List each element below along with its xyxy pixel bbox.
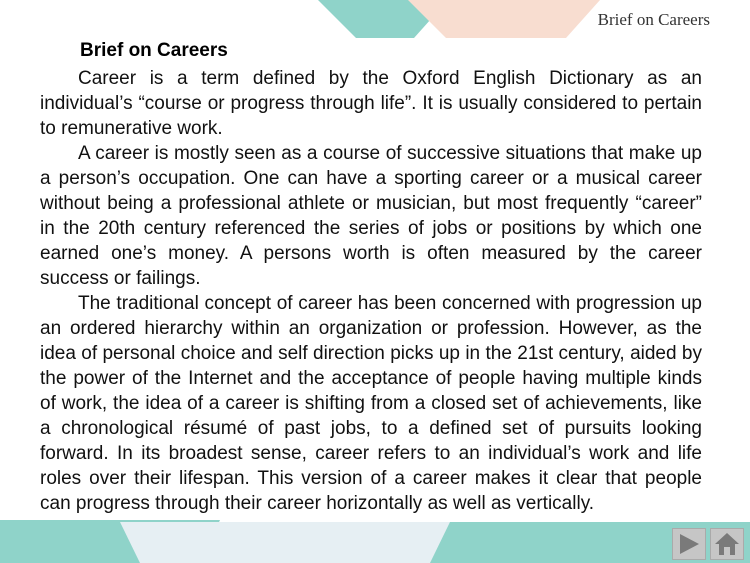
paragraph-3: The traditional concept of career has been concerned with progression up an ordered hierarchy within an organization or profession. However, as the idea of personal choice and self direction picks up in the 21st century, aided by the power of the Internet and the acceptance of people having multiple kinds of work, the idea of a career is shifting from a closed set of achievements, like a chronological résumé of past jobs, to a defined set of pursuits looking forward. In its broadest sense, career refers to an individual’s work and life roles over their lifespan. This version of a career makes it clear that people can progress through their career horizontally as well as vertically.	[40, 293, 702, 514]
bottom-light-band	[120, 522, 470, 563]
paragraph-2: A career is mostly seen as a course of successive situations that make up a person’s occupation. One can have a sporting career or a musical career without being a professional athlete or musician, but most frequently “career” in the 20th century referenced the series of jobs or positions by which one earned one’s money. A persons worth is often measured by the career success or failings.	[40, 143, 702, 289]
play-arrow-icon	[677, 533, 701, 555]
article-title: Brief on Careers	[80, 40, 228, 61]
home-button[interactable]	[710, 528, 744, 560]
header-label: Brief on Careers	[597, 10, 710, 29]
home-icon	[713, 531, 741, 557]
article-body	[40, 66, 702, 516]
top-peach-stripe	[408, 0, 600, 38]
paragraph-1: Career is a term defined by the Oxford English Dictionary as an individual’s “course or progress through life”. It is usually considered to pertain to remunerative work.	[40, 68, 702, 139]
next-slide-button[interactable]	[672, 528, 706, 560]
slide-navigation	[672, 528, 744, 560]
